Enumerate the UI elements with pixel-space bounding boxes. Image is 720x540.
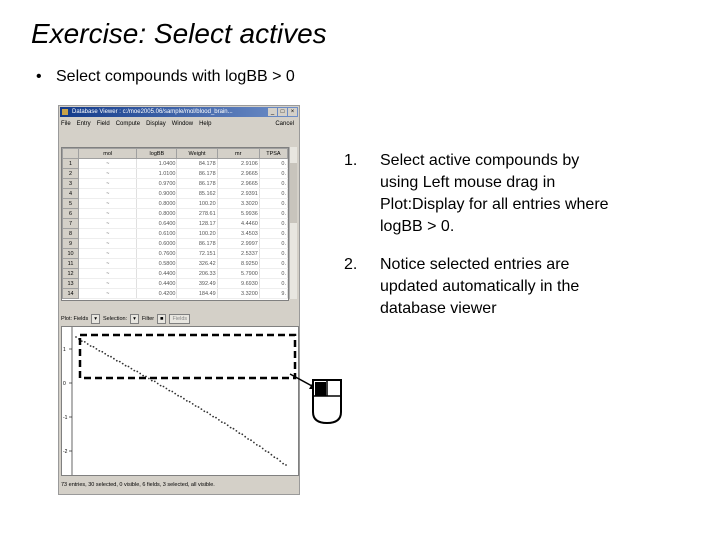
weight-cell[interactable]: 86.178 [177, 239, 217, 249]
row-number[interactable]: 1 [63, 159, 79, 169]
mr-cell[interactable]: 3.3200 [217, 289, 259, 299]
row-number[interactable]: 11 [63, 259, 79, 269]
tpsa-cell[interactable]: 0. [259, 249, 287, 259]
column-header[interactable]: TPSA [259, 149, 287, 159]
mol-cell[interactable]: ~ [79, 289, 137, 299]
selection-label: Selection: [102, 315, 128, 322]
maximize-icon[interactable]: □ [278, 108, 287, 116]
mol-cell[interactable]: ~ [79, 219, 137, 229]
mr-cell[interactable]: 2.9997 [217, 239, 259, 249]
y-tick-label: -1 [63, 415, 68, 421]
tpsa-cell[interactable]: 0. [259, 279, 287, 289]
tpsa-cell[interactable]: 0. [259, 229, 287, 239]
menu-file[interactable]: File [61, 121, 71, 127]
tpsa-cell[interactable]: 0. [259, 219, 287, 229]
cancel-button[interactable]: Cancel [275, 121, 294, 127]
mr-cell[interactable]: 9.6930 [217, 279, 259, 289]
row-number[interactable]: 7 [63, 219, 79, 229]
row-number[interactable]: 12 [63, 269, 79, 279]
mol-cell[interactable]: ~ [79, 279, 137, 289]
column-header[interactable]: mr [217, 149, 259, 159]
plot-field-dropdown[interactable]: ▾ [91, 314, 100, 324]
weight-cell[interactable]: 100.20 [177, 199, 217, 209]
window-title: Database Viewer : c:/moe2005.06/sample/mol/blood_brain... [72, 109, 233, 115]
mol-cell[interactable]: ~ [79, 259, 137, 269]
menu-field[interactable]: Field [96, 121, 110, 127]
weight-cell[interactable]: 184.49 [177, 289, 217, 299]
weight-cell[interactable]: 85.162 [177, 189, 217, 199]
tpsa-cell[interactable]: 0. [259, 159, 287, 169]
step-text: Notice selected entries are updated automatically in the database viewer [380, 256, 580, 317]
mr-cell[interactable]: 8.9250 [217, 259, 259, 269]
mol-cell[interactable]: ~ [79, 269, 137, 279]
logbb-cell[interactable]: 0.9700 [137, 179, 177, 189]
logbb-cell[interactable]: 0.8000 [137, 199, 177, 209]
mr-cell[interactable]: 3.4503 [217, 229, 259, 239]
weight-cell[interactable]: 86.178 [177, 179, 217, 189]
mol-cell[interactable]: ~ [79, 249, 137, 259]
logbb-cell[interactable]: 0.4400 [137, 269, 177, 279]
mol-cell[interactable]: ~ [79, 179, 137, 189]
menu-help[interactable]: Help [199, 121, 212, 127]
mol-cell[interactable]: ~ [79, 169, 137, 179]
column-header[interactable]: mol [79, 149, 137, 159]
y-tick-label: -2 [63, 449, 68, 455]
mr-cell[interactable]: 3.3020 [217, 199, 259, 209]
mr-cell[interactable]: 2.9106 [217, 159, 259, 169]
weight-cell[interactable]: 72.151 [177, 249, 217, 259]
logbb-cell[interactable]: 0.6000 [137, 239, 177, 249]
close-icon[interactable]: × [288, 108, 297, 116]
row-number[interactable]: 2 [63, 169, 79, 179]
plot-label: Plot: Fields [61, 315, 89, 322]
weight-cell[interactable]: 392.49 [177, 279, 217, 289]
row-number[interactable]: 5 [63, 199, 79, 209]
y-tick-label: 0 [63, 381, 66, 387]
step-number: 1. [344, 152, 358, 169]
tpsa-cell[interactable]: 0. [259, 179, 287, 189]
mol-cell[interactable]: ~ [79, 229, 137, 239]
row-number[interactable]: 8 [63, 229, 79, 239]
tpsa-cell[interactable]: 0. [259, 209, 287, 219]
instruction-step [344, 254, 614, 320]
mr-cell[interactable]: 2.9391 [217, 189, 259, 199]
tpsa-cell[interactable]: 0. [259, 199, 287, 209]
logbb-cell[interactable]: 0.6400 [137, 219, 177, 229]
tpsa-cell[interactable]: 0. [259, 269, 287, 279]
instruction-step [344, 150, 614, 238]
weight-cell[interactable]: 100.20 [177, 229, 217, 239]
selection-box [80, 335, 295, 378]
row-number[interactable]: 14 [63, 289, 79, 299]
bullet-dot: • [36, 68, 42, 85]
fields-button[interactable]: Fields [169, 314, 190, 324]
mr-cell[interactable]: 4.4460 [217, 219, 259, 229]
menu-window[interactable]: Window [171, 121, 194, 127]
mouse-left-click-icon [313, 380, 341, 423]
mol-cell[interactable]: ~ [79, 239, 137, 249]
row-number[interactable]: 10 [63, 249, 79, 259]
logbb-cell[interactable]: 0.9000 [137, 189, 177, 199]
weight-cell[interactable]: 128.17 [177, 219, 217, 229]
y-tick-label: 1 [63, 347, 66, 353]
filter-checkbox[interactable]: ■ [157, 314, 166, 324]
tpsa-cell[interactable]: 0. [259, 259, 287, 269]
mol-cell[interactable]: ~ [79, 189, 137, 199]
column-header[interactable]: Weight [177, 149, 217, 159]
row-number[interactable]: 4 [63, 189, 79, 199]
weight-cell[interactable]: 206.33 [177, 269, 217, 279]
step-number: 2. [344, 256, 358, 273]
logbb-cell[interactable]: 0.8000 [137, 209, 177, 219]
logbb-cell[interactable]: 0.5800 [137, 259, 177, 269]
tpsa-cell[interactable]: 0. [259, 169, 287, 179]
mr-cell[interactable]: 5.7900 [217, 269, 259, 279]
menu-entry[interactable]: Entry [76, 121, 91, 127]
mr-cell[interactable]: 2.9665 [217, 179, 259, 189]
logbb-cell[interactable]: 0.7600 [137, 249, 177, 259]
selection-dropdown[interactable]: ▾ [130, 314, 139, 324]
tpsa-cell[interactable]: 9. [259, 289, 287, 299]
mol-cell[interactable]: ~ [79, 159, 137, 169]
logbb-cell[interactable]: 0.6100 [137, 229, 177, 239]
row-number[interactable]: 6 [63, 209, 79, 219]
mol-cell[interactable]: ~ [79, 209, 137, 219]
weight-cell[interactable]: 86.178 [177, 169, 217, 179]
arrow-line [290, 374, 312, 386]
logbb-cell[interactable]: 1.0400 [137, 159, 177, 169]
step-text: Select active compounds by using Left mouse drag in Plot:Display for all entries where logBB > 0. [380, 152, 609, 235]
tpsa-cell[interactable]: 0. [259, 239, 287, 249]
logbb-cell[interactable]: 0.4200 [137, 289, 177, 299]
row-number[interactable]: 13 [63, 279, 79, 289]
mol-cell[interactable]: ~ [79, 199, 137, 209]
tpsa-cell[interactable]: 0. [259, 189, 287, 199]
logbb-cell[interactable]: 0.4400 [137, 279, 177, 289]
bullet-text: Select compounds with logBB > 0 [56, 68, 295, 85]
weight-cell[interactable]: 84.178 [177, 159, 217, 169]
mr-cell[interactable]: 2.5337 [217, 249, 259, 259]
minimize-icon[interactable]: _ [268, 108, 277, 116]
menu-display[interactable]: Display [146, 121, 166, 127]
slide-title: Exercise: Select actives [31, 18, 327, 49]
weight-cell[interactable]: 278.61 [177, 209, 217, 219]
column-header[interactable]: logBB [137, 149, 177, 159]
menu-compute[interactable]: Compute [115, 121, 141, 127]
status-bar: 73 entries, 30 selected, 0 visible, 6 fields, 3 selected, all visible. [61, 482, 215, 488]
mr-cell[interactable]: 2.9665 [217, 169, 259, 179]
instruction-list [344, 150, 614, 336]
mr-cell[interactable]: 5.9936 [217, 209, 259, 219]
weight-cell[interactable]: 326.42 [177, 259, 217, 269]
row-number[interactable]: 3 [63, 179, 79, 189]
filter-label: Filter [141, 315, 155, 322]
logbb-cell[interactable]: 1.0100 [137, 169, 177, 179]
row-number[interactable]: 9 [63, 239, 79, 249]
